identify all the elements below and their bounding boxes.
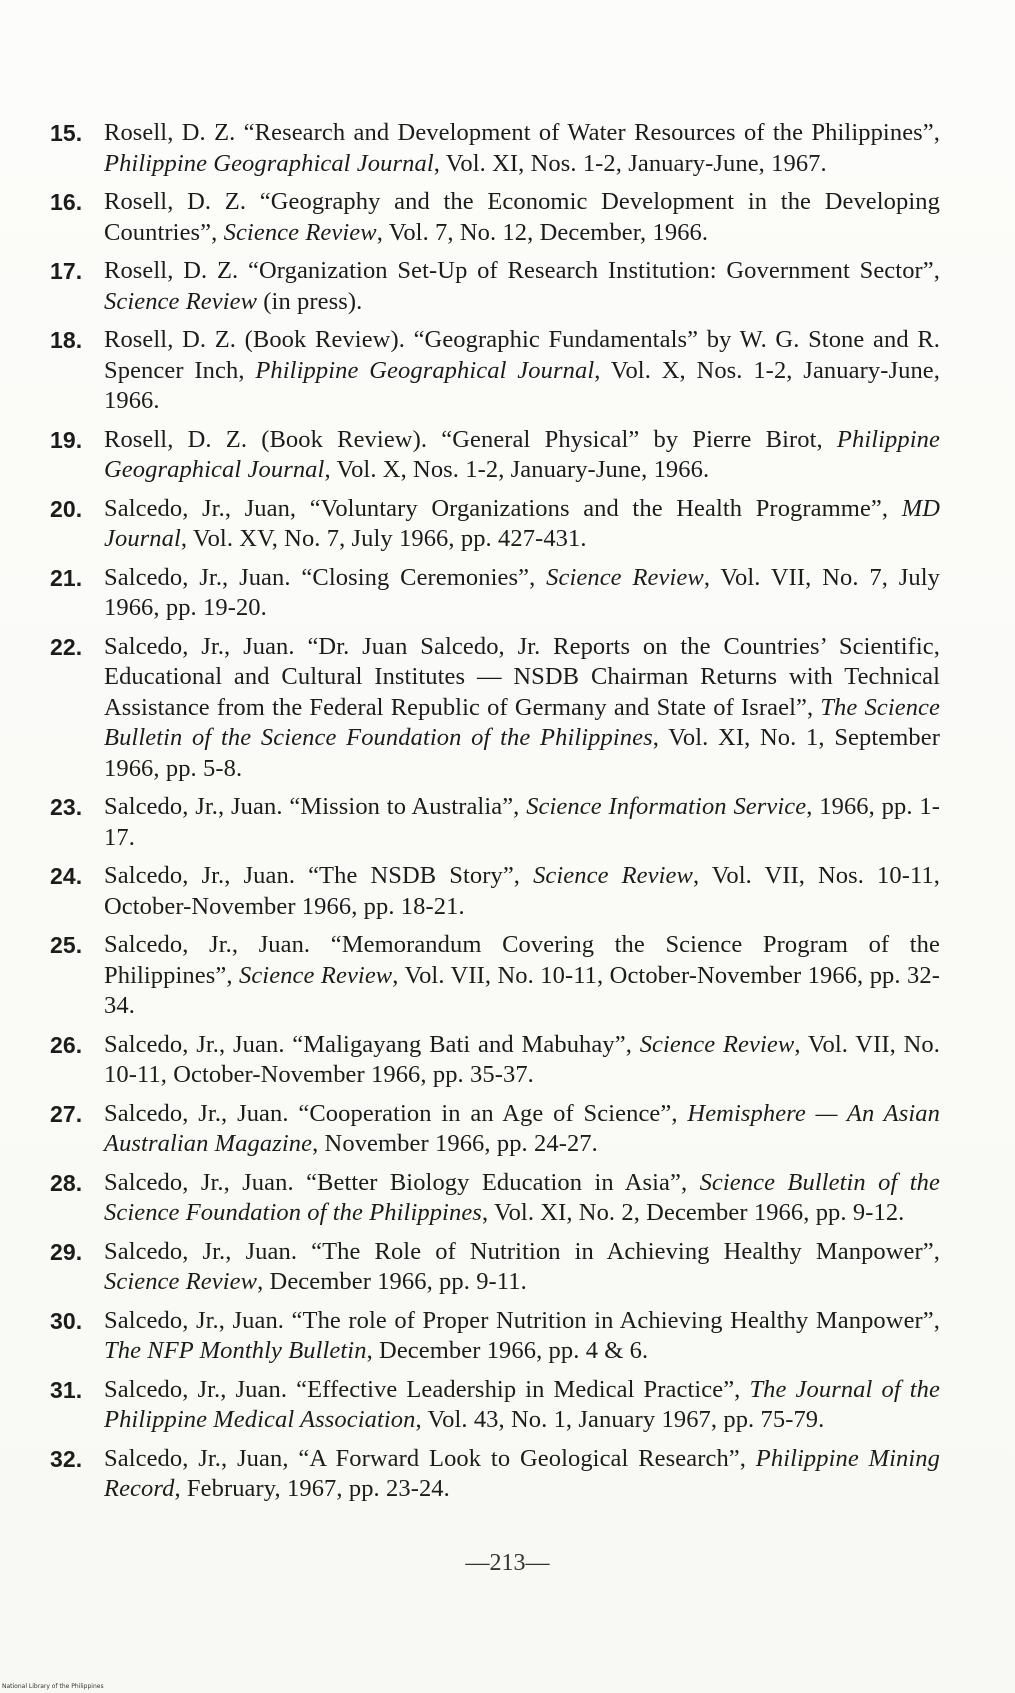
reference-segment: , Vol. XI, No. 1, September 1966, pp. 5-8.: [104, 724, 940, 782]
publication-title: The Science Bulletin of the Science Foundation of the Philippines: [104, 693, 941, 751]
reference-number: 31.: [50, 1376, 83, 1403]
reference-number: 20.: [50, 495, 83, 522]
reference-segment: Salcedo, Jr., Juan, “Voluntary Organizations and the Health Programme”,: [104, 494, 902, 522]
reference-segment: Rosell, D. Z. “Organization Set-Up of Research Institution: Government Sector”,: [104, 257, 940, 284]
reference-number: 16.: [50, 189, 83, 215]
reference-segment: , Vol. 43, No. 1, January 1967, pp. 75-79.: [415, 1406, 825, 1433]
publication-title: Science Review: [104, 287, 258, 315]
reference-segment: Salcedo, Jr., Juan. “Closing Ceremonies”,: [104, 563, 547, 591]
reference-segment: , December 1966, pp. 9-11.: [257, 1268, 527, 1295]
library-footer: National Library of the Philippines: [2, 1683, 104, 1690]
reference-text: [104, 425, 940, 486]
reference-segment: Salcedo, Jr., Juan. “The role of Proper Nutrition in Achieving Healthy Manpower”,: [104, 1306, 940, 1334]
reference-text: [104, 1030, 940, 1091]
reference-item: [50, 118, 940, 179]
reference-item: [50, 425, 940, 486]
publication-title: Science Review: [238, 961, 393, 989]
reference-segment: Salcedo, Jr., Juan. “Maligayang Bati and Mabuhay”,: [104, 1030, 640, 1058]
reference-item: [50, 792, 940, 853]
reference-number: 27.: [50, 1100, 83, 1127]
publication-title: Science Bulletin of the Science Foundation of the Philippines: [104, 1168, 940, 1226]
reference-text: [104, 494, 940, 555]
reference-item: [50, 1444, 940, 1505]
reference-item: [50, 632, 940, 785]
reference-number: 32.: [50, 1445, 83, 1472]
reference-text: [104, 930, 940, 1022]
reference-item: [50, 1375, 940, 1436]
reference-segment: Salcedo, Jr., Juan. “Dr. Juan Salcedo, Jr. Reports on the Countries’ Scientific, Educational and Cultural Institutes — NSDB Chairman Returns with Technical Assistance from the Federal Republic of Germany and State of Israel”,: [104, 632, 940, 721]
reference-segment: Salcedo, Jr., Juan. “Mission to Australia”,: [104, 793, 527, 820]
reference-text: [104, 632, 940, 785]
reference-segment: , Vol. X, Nos. 1-2, January-June, 1966.: [324, 456, 710, 483]
reference-text: [104, 563, 940, 624]
publication-title: MD Journal: [104, 494, 940, 552]
publication-title: Philippine Geographical Journal: [104, 149, 434, 177]
reference-segment: Salcedo, Jr., Juan. “Cooperation in an Age of Science”,: [104, 1099, 688, 1127]
reference-item: [50, 861, 940, 922]
reference-text: [104, 325, 940, 417]
reference-text: [104, 1444, 940, 1505]
reference-segment: , Vol. X, Nos. 1-2, January-June, 1966.: [104, 356, 940, 414]
reference-text: [104, 1375, 940, 1436]
reference-segment: , Vol. VII, No. 10-11, October-November 1966, pp. 35-37.: [104, 1030, 940, 1088]
reference-segment: , Vol. XI, No. 2, December 1966, pp. 9-12.: [481, 1199, 905, 1226]
reference-text: [104, 1099, 940, 1160]
reference-number: 17.: [50, 258, 83, 284]
publication-title: Science Review: [546, 563, 704, 591]
reference-segment: , February, 1967, pp. 23-24.: [174, 1475, 450, 1502]
reference-text: [104, 187, 940, 248]
reference-segment: Salcedo, Jr., Juan. “Effective Leadership in Medical Practice”,: [104, 1375, 750, 1403]
reference-list: [50, 118, 940, 1513]
reference-number: 30.: [50, 1307, 83, 1334]
reference-item: [50, 1237, 940, 1298]
reference-segment: Salcedo, Jr., Juan, “A Forward Look to Geological Research”,: [104, 1444, 756, 1472]
reference-text: [104, 1168, 940, 1229]
reference-text: [104, 1306, 940, 1367]
reference-segment: , Vol. VII, No. 7, July 1966, pp. 19-20.: [104, 563, 940, 621]
reference-segment: , November 1966, pp. 24-27.: [312, 1130, 598, 1157]
reference-item: [50, 256, 940, 317]
reference-segment: , Vol. XI, Nos. 1-2, January-June, 1967.: [433, 149, 827, 177]
reference-number: 25.: [50, 932, 83, 958]
reference-segment: , Vol. VII, No. 10-11, October-November 1966, pp. 32-34.: [104, 961, 940, 1019]
publication-title: Philippine Mining Record: [104, 1444, 940, 1502]
publication-title: Philippine Geographical Journal: [255, 356, 595, 384]
reference-number: 28.: [50, 1169, 83, 1196]
reference-item: [50, 494, 940, 555]
reference-item: [50, 930, 940, 1022]
reference-number: 23.: [50, 794, 83, 820]
reference-segment: , 1966, pp. 1-17.: [104, 793, 940, 851]
reference-number: 18.: [50, 327, 83, 353]
reference-segment: Rosell, D. Z. (Book Review). “Geographic Fundamentals” by W. G. Stone and R. Spencer Inch,: [104, 326, 940, 384]
reference-segment: Rosell, D. Z. (Book Review). “General Physical” by Pierre Birot,: [104, 425, 837, 453]
reference-segment: , Vol. VII, Nos. 10-11, October-November 1966, pp. 18-21.: [104, 862, 940, 920]
reference-number: 24.: [50, 863, 83, 889]
page-number: —213—: [465, 1550, 550, 1576]
reference-item: [50, 1168, 940, 1229]
reference-segment: , December 1966, pp. 4 & 6.: [366, 1337, 649, 1364]
reference-number: 22.: [50, 633, 83, 660]
reference-segment: Rosell, D. Z. “Geography and the Economic Development in the Developing Countries”,: [104, 188, 940, 246]
reference-segment: Salcedo, Jr., Juan. “The NSDB Story”,: [104, 862, 534, 889]
publication-title: The NFP Monthly Bulletin: [104, 1337, 367, 1364]
reference-number: 19.: [50, 426, 83, 453]
publication-title: Hemisphere — An Asian Australian Magazine: [104, 1099, 940, 1157]
publication-title: Philippine Geographical Journal: [104, 425, 940, 483]
reference-text: [104, 256, 940, 317]
reference-text: [104, 1237, 940, 1298]
reference-number: 15.: [50, 120, 83, 146]
reference-text: [104, 861, 940, 922]
reference-item: [50, 187, 940, 248]
publication-title: Science Information Service: [526, 793, 807, 820]
reference-item: [50, 1030, 940, 1091]
publication-title: Science Review: [223, 218, 377, 246]
reference-item: [50, 563, 940, 624]
reference-number: 29.: [50, 1238, 83, 1265]
reference-segment: (in press).: [257, 287, 363, 315]
publication-title: Science Review: [533, 862, 693, 889]
reference-segment: Salcedo, Jr., Juan. “The Role of Nutrition in Achieving Healthy Manpower”,: [104, 1237, 940, 1265]
reference-item: [50, 1306, 940, 1367]
reference-text: [104, 118, 940, 179]
reference-number: 26.: [50, 1031, 83, 1058]
reference-number: 21.: [50, 564, 83, 591]
publication-title: Science Review: [639, 1030, 795, 1058]
publication-title: Science Review: [104, 1268, 258, 1295]
reference-segment: Salcedo, Jr., Juan. “Memorandum Covering the Science Program of the Philippines”,: [104, 931, 940, 989]
reference-segment: Salcedo, Jr., Juan. “Better Biology Education in Asia”,: [104, 1168, 700, 1196]
reference-item: [50, 1099, 940, 1160]
reference-segment: Rosell, D. Z. “Research and Development of Water Resources of the Philippines”,: [104, 119, 940, 146]
reference-text: [104, 792, 940, 853]
reference-segment: , Vol. XV, No. 7, July 1966, pp. 427-431.: [180, 525, 587, 552]
reference-item: [50, 325, 940, 417]
publication-title: The Journal of the Philippine Medical Association: [104, 1375, 940, 1433]
reference-segment: , Vol. 7, No. 12, December, 1966.: [376, 218, 709, 246]
